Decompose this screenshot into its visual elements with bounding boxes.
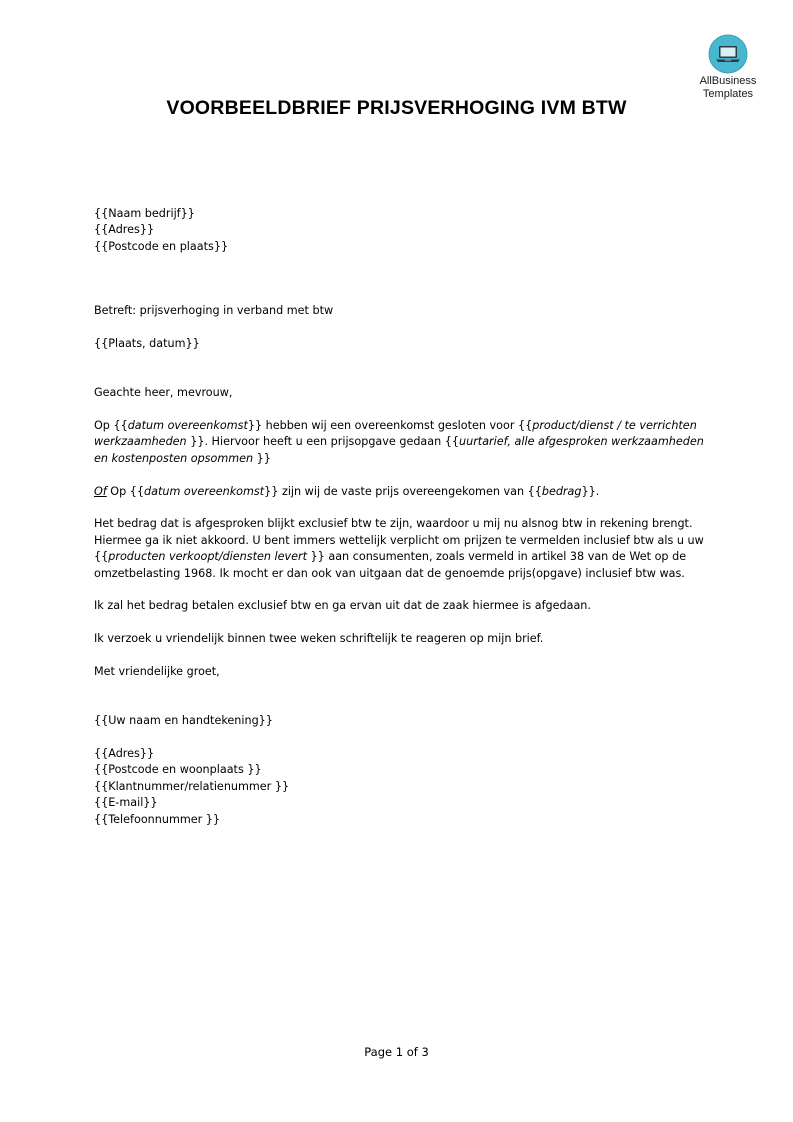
paragraph-fixed-price xyxy=(94,484,704,500)
para1-text-2: }} hebben wij een overeenkomst gesloten voor {{ xyxy=(247,419,533,433)
para2-text-1: Op {{ xyxy=(106,484,145,498)
sender-phone: {{Telefoonnummer }} xyxy=(94,812,221,826)
page-number: Page 1 of 3 xyxy=(364,1045,429,1059)
para2-italic-1: datum overeenkomst xyxy=(144,484,265,498)
para3-text-1: Het bedrag dat is afgesproken blijkt exclusief btw te zijn, waardoor u mij nu alsnog btw in rekening brengt. Hiermee ga ik niet akkoord. U bent immers wettelijk verplicht om prijzen te vermelden inclusief btw als u uw {{ xyxy=(94,517,704,564)
sender-postal: {{Postcode en woonplaats }} xyxy=(94,763,262,777)
para1-italic-3: uurtarief, alle afgesproken werkzaamheden en kostenposten opsommen xyxy=(94,435,704,465)
sender-address: {{Adres}} xyxy=(94,747,155,761)
letter-body xyxy=(94,206,704,828)
salutation: Geachte heer, mevrouw, xyxy=(94,386,233,400)
para1-text-4: }} xyxy=(253,451,271,465)
paragraph-payment: Ik zal het bedrag betalen exclusief btw en ga ervan uit dat de zaak hiermee is afgedaan. xyxy=(94,599,591,613)
sender-customer-number: {{Klantnummer/relatienummer }} xyxy=(94,779,290,793)
paragraph-vat-objection xyxy=(94,516,704,582)
closing: Met vriendelijke groet, xyxy=(94,665,220,679)
paragraph-agreement xyxy=(94,418,704,467)
para1-text-1: Op {{ xyxy=(94,419,128,433)
para3-text-2: }} aan consumenten, zoals vermeld in artikel 38 van de Wet op de omzetbelasting 1968. Ik mocht er dan ook van uitgaan dat de genoemde prijs(opgave) inclusief btw was. xyxy=(94,550,687,580)
laptop-icon xyxy=(708,34,748,74)
recipient-postal: {{Postcode en plaats}} xyxy=(94,239,229,253)
para2-text-3: }}. xyxy=(581,484,600,498)
allbusiness-logo xyxy=(692,34,764,100)
para2-of: Of xyxy=(94,484,107,498)
logo-line-2: Templates xyxy=(702,88,754,100)
para2-italic-2: bedrag xyxy=(541,484,582,498)
subject-line: Betreft: prijsverhoging in verband met btw xyxy=(94,304,334,318)
paragraph-response-request: Ik verzoek u vriendelijk binnen twee weken schriftelijk te reageren op mijn brief. xyxy=(94,632,544,646)
para3-italic-1: producten verkoopt/diensten levert xyxy=(108,550,307,564)
recipient-company: {{Naam bedrijf}} xyxy=(94,207,195,220)
signature-placeholder: {{Uw naam en handtekening}} xyxy=(94,714,273,728)
para2-text-2: }} zijn wij de vaste prijs overeengekomen van {{ xyxy=(264,484,542,498)
place-date: {{Plaats, datum}} xyxy=(94,337,200,351)
para1-text-3: }}. Hiervoor heeft u een prijsopgave gedaan {{ xyxy=(186,435,460,449)
para1-italic-2: product/dienst / te verrichten werkzaamheden xyxy=(94,419,697,449)
sender-email: {{E-mail}} xyxy=(94,796,158,810)
para1-italic-1: datum overeenkomst xyxy=(127,419,248,433)
document-title: VOORBEELDBRIEF PRIJSVERHOGING IVM BTW xyxy=(166,97,627,119)
recipient-address: {{Adres}} xyxy=(94,223,155,237)
logo-line-1: AllBusiness xyxy=(699,75,757,87)
